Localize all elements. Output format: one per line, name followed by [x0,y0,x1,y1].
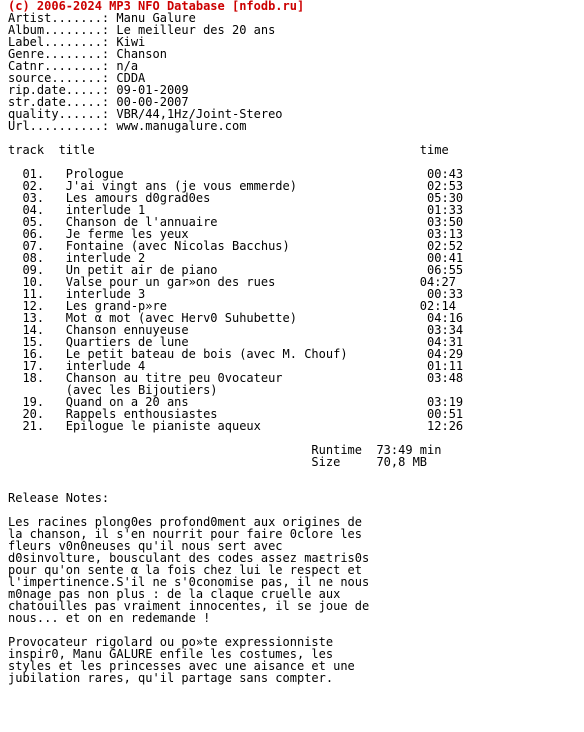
nfo-database-banner[interactable]: (c) 2006-2024 MP3 NFO Database [nfodb.ru] [8,0,305,13]
artist-line: Artist.......: Manu Galure [8,11,196,25]
track-row: 13. Mot α mot (avec Herv0 Suhubette) 04:16 [8,311,464,325]
track-row: 07. Fontaine (avec Nicolas Bacchus) 02:52 [8,239,464,253]
track-row: 06. Je ferme les yeux 03:13 [8,227,464,241]
track-row-continuation: (avec les Bijoutiers) [8,383,218,397]
track-row: 19. Quand on a 20 ans 03:19 [8,395,464,409]
album-line: Album........: Le meilleur des 20 ans [8,23,276,37]
track-row: 21. Epilogue le pianiste aqueux 12:26 [8,419,464,433]
catnr-line: Catnr........: n/a [8,59,139,73]
genre-line: Genre........: Chanson [8,47,167,61]
track-row: 11. interlude 3 00:33 [8,287,464,301]
track-row: 02. J'ai vingt ans (je vous emmerde) 02:53 [8,179,464,193]
track-row: 03. Les amours d0grad0es 05:30 [8,191,464,205]
track-row: 01. Prologue 00:43 [8,167,464,181]
url-line: Url..........: www.manugalure.com [8,119,247,133]
notes-line: nous... et on en redemande ! [8,611,211,625]
track-row: 10. Valse pour un gar»on des rues 04:27 [8,275,456,289]
track-row: 17. interlude 4 01:11 [8,359,464,373]
release-notes-heading: Release Notes: [8,491,110,505]
track-row: 09. Un petit air de piano 06:55 [8,263,464,277]
notes-line: inspir0, Manu GALURE enfile les costumes, les [8,647,334,661]
track-row: 05. Chanson de l'annuaire 03:50 [8,215,464,229]
rip-date-line: rip.date.....: 09-01-2009 [8,83,189,97]
runtime-line: Runtime 73:49 min [8,443,442,457]
notes-line: l'impertinence.S'il ne s'0conomise pas, il ne nous [8,575,370,589]
track-row: 15. Quartiers de lune 04:31 [8,335,464,349]
notes-line: la chanson, il s'en nourrit pour faire 0clore les [8,527,363,541]
size-line: Size 70,8 MB [8,455,428,469]
quality-line: quality......: VBR/44,1Hz/Joint-Stereo [8,107,283,121]
label-line: Label........: Kiwi [8,35,146,49]
notes-line: fleurs v0n0neuses qu'il nous sert avec [8,539,283,553]
track-row: 04. interlude 1 01:33 [8,203,464,217]
track-row: 12. Les grand-p»re 02:14 [8,299,456,313]
notes-line: pour qu'on sente α la fois chez lui le respect et [8,563,363,577]
notes-line: styles et les princesses avec une aisance et une [8,659,355,673]
track-row: 14. Chanson ennuyeuse 03:34 [8,323,464,337]
track-row: 08. interlude 2 00:41 [8,251,464,265]
str-date-line: str.date.....: 00-00-2007 [8,95,189,109]
track-row: 20. Rappels enthousiastes 00:51 [8,407,464,421]
source-line: source.......: CDDA [8,71,146,85]
notes-line: Les racines plong0es profond0ment aux origines de [8,515,363,529]
notes-line: m0nage pas non plus : de la claque cruelle aux [8,587,341,601]
notes-line: Provocateur rigolard ou po»te expressionniste [8,635,334,649]
track-row: 18. Chanson au titre peu 0vocateur 03:48 [8,371,464,385]
tracklist-header: track title time [8,143,449,157]
notes-line: chatouilles pas vraiment innocentes, il se joue de [8,599,370,613]
notes-line: d0sinvolture, bousculant des codes assez maεtris0s [8,551,370,565]
track-row: 16. Le petit bateau de bois (avec M. Chouf) 04:29 [8,347,464,361]
notes-line: jubilation rares, qu'il partage sans compter. [8,671,334,685]
